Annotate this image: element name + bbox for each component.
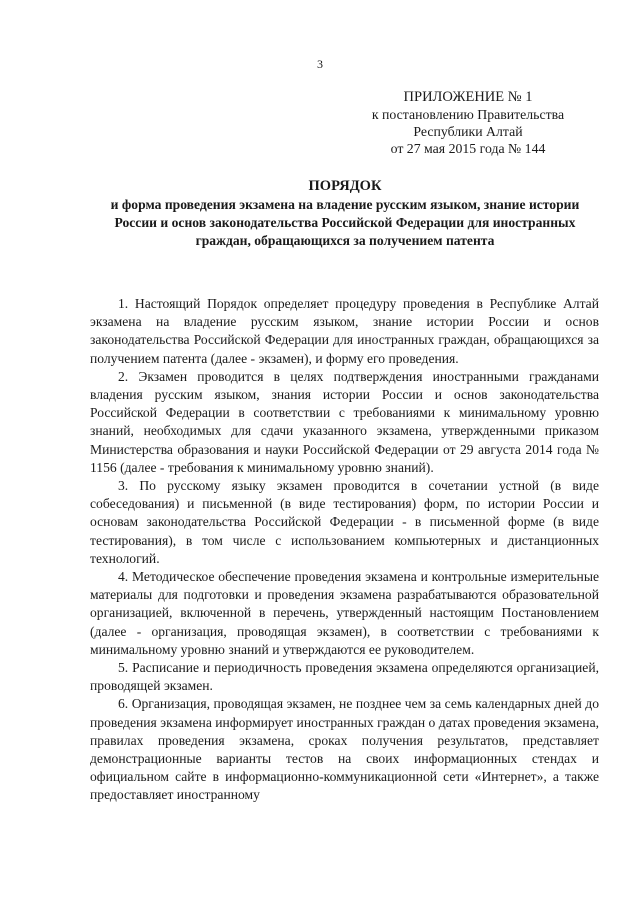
- paragraph-2: 2. Экзамен проводится в целях подтверждения иностранными гражданами владения русским языком, знания истории России и основ законодательства Российской Федерации в соответствии с требованиями к минимальному уровню знаний, необходимых для сдачи указанного экзамена, утвержденными приказом Министерства образования и науки Российской Федерации от 29 августа 2014 года № 1156 (далее - требования к минимальному уровню знаний).: [90, 368, 599, 475]
- document-title: ПОРЯДОК: [308, 178, 382, 194]
- appendix-issuer: Республики Алтай: [413, 124, 523, 139]
- paragraph-1: 1. Настоящий Порядок определяет процедуру проведения в Республике Алтай экзамена на владение русским языком, знание истории России и основ законодательства Российской Федерации для иностранных граждан, обращающихся за получением патента (далее - экзамен), и форму его проведения.: [90, 296, 599, 366]
- paragraph-5: 5. Расписание и периодичность проведения экзамена определяются организацией, проводящей экзамен.: [90, 660, 599, 694]
- paragraph-3: 3. По русскому языку экзамен проводится в сочетании устной (в виде собеседования) и письменной (в виде тестирования) форм, по истории России и основам законодательства Российской Федерации - в письменной форме (в виде тестирования), в том числе с использованием компьютерных и дистанционных технологий.: [90, 478, 599, 566]
- paragraph-4: 4. Методическое обеспечение проведения экзамена и контрольные измерительные материалы для подготовки и проведения экзамена разрабатываются образовательной организацией, включенной в перечень, утвержденный настоящим Постановлением (далее - организация, проводящая экзамен), в соответствии с требованиями к минимальному уровню знаний и утверждаются ее руководителем.: [90, 569, 599, 657]
- appendix-header: [348, 88, 588, 157]
- page-number: 3: [317, 57, 323, 71]
- appendix-number: ПРИЛОЖЕНИЕ № 1: [403, 89, 533, 105]
- document-body: [90, 295, 599, 805]
- appendix-reference: к постановлению Правительства: [371, 107, 565, 122]
- document-heading: [90, 177, 600, 250]
- appendix-date: от 27 мая 2015 года № 144: [390, 141, 546, 156]
- paragraph-6: 6. Организация, проводящая экзамен, не позднее чем за семь календарных дней до проведения экзамена информирует иностранных граждан о датах проведения экзамена, правилах проведения экзамена, сроках получения результатов, представляет демонстрационные варианты тестов на своих информационных стендах и официальном сайте в информационно-коммуникационной сети «Интернет», а также предоставляет иностранному: [90, 696, 599, 803]
- document-subtitle: и форма проведения экзамена на владение русским языком, знание истории России и основ законодательства Российской Федерации для иностранных граждан, обращающихся за получением патента: [110, 197, 580, 248]
